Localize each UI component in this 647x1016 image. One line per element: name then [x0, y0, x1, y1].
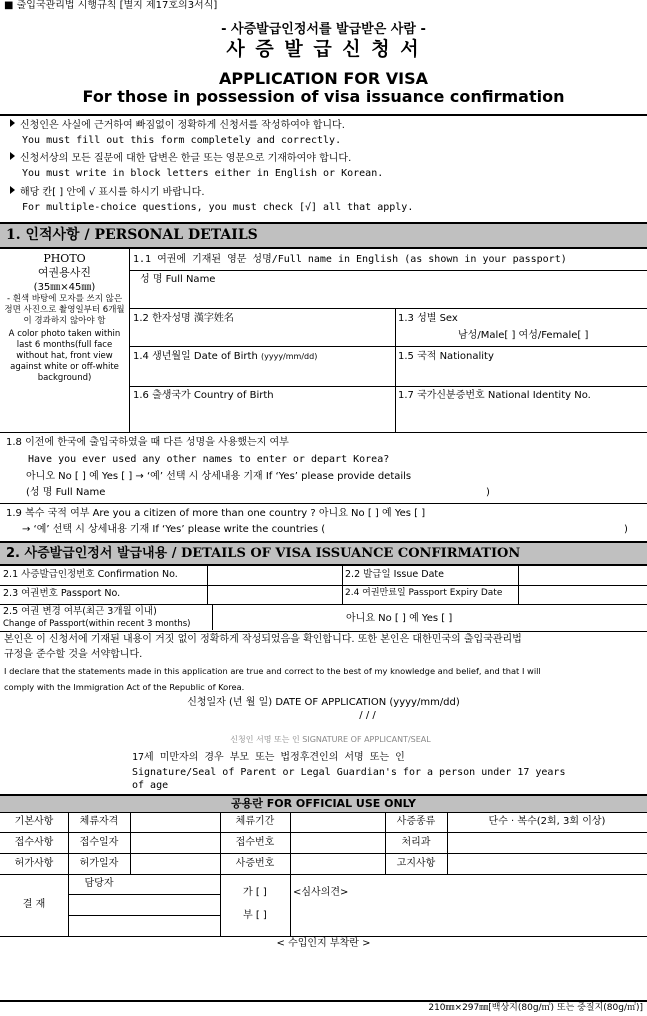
dual-citizenship-close: ): [624, 524, 628, 535]
section1-header: 1. 인적사항 / PERSONAL DETAILS: [0, 222, 647, 249]
instruction-3: 해당 칸[ ] 안에 √ 표시를 하시기 바랍니다. For multiple-choice questions, you must check [√] all that apply.: [10, 186, 413, 214]
official-approval: 결 재: [22, 899, 46, 910]
official-permission: 허가사항: [14, 858, 54, 869]
instruction-1: 신청인은 사실에 근거하여 빠짐없이 정확하게 신청서를 작성하여야 합니다. You must fill out this form completely and correctly.: [10, 119, 345, 147]
official-receipt: 접수사항: [14, 837, 54, 848]
title-english: APPLICATION FOR VISA: [219, 69, 428, 88]
passport-expiry-label: 2.4 여권만료일 Passport Expiry Date: [345, 588, 503, 598]
official-receipt-no: 접수번호: [235, 837, 275, 848]
bullet-icon: [10, 119, 15, 127]
photo-box[interactable]: PHOTO 여권용사진 (35㎜×45㎜) - 흰색 바탕에 모자를 쓰지 않은 정면 사진으로 촬영일부터 6개월이 경과하지 않아야 함 A color photo taken within last 6 months(full face without hat, front view against white or off-white background): [4, 252, 125, 383]
issue-date-field[interactable]: [519, 567, 646, 584]
form-reference: ■ 출입국관리법 시행규칙 [별지 제17호의3서식]: [4, 0, 218, 11]
other-names-question: 1.8 이전에 한국에 출입국하였을 때 다른 성명을 사용했는지 여부: [6, 437, 289, 448]
confirmation-no-label: 2.1 사증발급인정번호 Confirmation No.: [3, 569, 178, 580]
birth-country-field[interactable]: 1.6 출생국가 Country of Birth: [133, 390, 274, 401]
subtitle-english: For those in possession of visa issuance confirmation: [82, 87, 565, 106]
passport-no-label: 2.3 여권번호 Passport No.: [3, 588, 121, 599]
bullet-icon: [10, 152, 15, 160]
paper-spec: 210㎜×297㎜[백상지(80g/㎡) 또는 중질지(80g/㎡)]: [428, 1003, 643, 1013]
official-approve-yes[interactable]: 가 [ ]: [243, 887, 267, 898]
declaration-en-2: comply with the Immigration Act of the Republic of Korea.: [4, 682, 245, 692]
applicant-signature[interactable]: 신청인 서명 또는 인 SIGNATURE OF APPLICANT/SEAL: [230, 735, 431, 744]
passport-change-label: 2.5 여권 변경 여부(최근 3개월 이내): [3, 606, 157, 617]
full-name-label: 1.1 여권에 기재된 영문 성명/Full name in English (as shown in your passport): [133, 254, 567, 265]
official-visa-type: 사증종류: [396, 816, 436, 827]
section2-header: 2. 사증발급인정서 발급내용 / DETAILS OF VISA ISSUANCE CONFIRMATION: [0, 541, 647, 566]
full-name-field[interactable]: [230, 272, 640, 306]
full-name-sublabel: 성 명 Full Name: [140, 274, 216, 285]
official-receipt-date: 접수일자: [79, 837, 119, 848]
nationality-field[interactable]: 1.5 국적 Nationality: [398, 351, 494, 362]
passport-no-field[interactable]: [208, 586, 341, 603]
application-date-field[interactable]: / / /: [359, 710, 376, 721]
sex-options[interactable]: 남성/Male[ ] 여성/Female[ ]: [458, 330, 589, 341]
official-period: 체류기간: [235, 816, 275, 827]
official-use-header: 공용란 FOR OFFICIAL USE ONLY: [0, 796, 647, 812]
official-department: 처리과: [401, 837, 431, 848]
other-names-detail[interactable]: (성 명 Full Name: [26, 487, 106, 498]
guardian-signature-ko[interactable]: 17세 미만자의 경우 부모 또는 법정후견인의 서명 또는 인: [132, 752, 405, 763]
official-status: 체류자격: [79, 816, 119, 827]
declaration-en-1: I declare that the statements made in this application are true and correct to the best of my knowledge and belief, and that I will: [4, 666, 541, 676]
official-opinion: <심사의견>: [293, 887, 349, 898]
other-names-close: ): [486, 487, 490, 498]
official-visa-no: 사증번호: [235, 858, 275, 869]
official-approve-no[interactable]: 부 [ ]: [243, 910, 267, 921]
application-date-label: 신청일자 (년 월 일) DATE OF APPLICATION (yyyy/mm/dd): [187, 697, 460, 708]
passport-change-options[interactable]: 아니요 No [ ] 예 Yes [ ]: [346, 613, 453, 624]
official-permission-date: 허가일자: [79, 858, 119, 869]
national-id-field[interactable]: 1.7 국가신분증번호 National Identity No.: [398, 390, 591, 401]
subtitle-korean: - 사증발급인정서를 발급받은 사람 -: [221, 22, 426, 37]
title-korean: 사 증 발 급 신 청 서: [226, 38, 421, 60]
bullet-icon: [10, 186, 15, 194]
passport-expiry-field[interactable]: [519, 586, 646, 603]
dob-field[interactable]: 1.4 생년월일 Date of Birth (yyyy/mm/dd): [133, 351, 318, 362]
sex-label: 1.3 성별 Sex: [398, 313, 458, 324]
declaration-ko-2: 규정을 준수할 것을 서약합니다.: [4, 649, 143, 660]
chinese-name-label[interactable]: 1.2 한자성명 漢字姓名: [133, 313, 234, 324]
revenue-stamp-area: < 수입인지 부착란 >: [276, 938, 371, 949]
confirmation-no-field[interactable]: [208, 567, 341, 584]
official-notice: 고지사항: [396, 858, 436, 869]
dual-citizenship-detail[interactable]: → ‘예’ 선택 시 상세내용 기재 If ‘Yes’ please write the countries (: [22, 524, 326, 535]
official-basic: 기본사항: [14, 816, 54, 827]
other-names-options[interactable]: 아니오 No [ ] 예 Yes [ ] → ‘예’ 선택 시 상세내용 기재 If ‘Yes’ please provide details: [26, 471, 412, 482]
guardian-signature-en-2: of age: [132, 780, 169, 791]
header-divider: [0, 114, 647, 116]
declaration-ko-1: 본인은 이 신청서에 기재된 내용이 거짓 없이 정확하게 작성되었음을 확인합니다. 또한 본인은 대한민국의 출입국관리법: [4, 634, 522, 645]
instruction-2: 신청서상의 모든 질문에 대한 답변은 한글 또는 영문으로 기재하여야 합니다. You must write in block letters either in English or Korean.: [10, 152, 383, 180]
dual-citizenship-question[interactable]: 1.9 복수 국적 여부 Are you a citizen of more than one country ? 아니요 No [ ] 예 Yes [ ]: [6, 508, 426, 519]
passport-change-label-en: Change of Passport(within recent 3 months): [3, 619, 191, 629]
official-officer: 담당자: [84, 878, 114, 889]
official-entry-type: 단수 · 복수(2회, 3회 이상): [488, 816, 606, 827]
guardian-signature-en: Signature/Seal of Parent or Legal Guardian's for a person under 17 years: [132, 767, 566, 778]
issue-date-label: 2.2 발급일 Issue Date: [345, 569, 444, 580]
other-names-question-en: Have you ever used any other names to enter or depart Korea?: [28, 454, 390, 465]
